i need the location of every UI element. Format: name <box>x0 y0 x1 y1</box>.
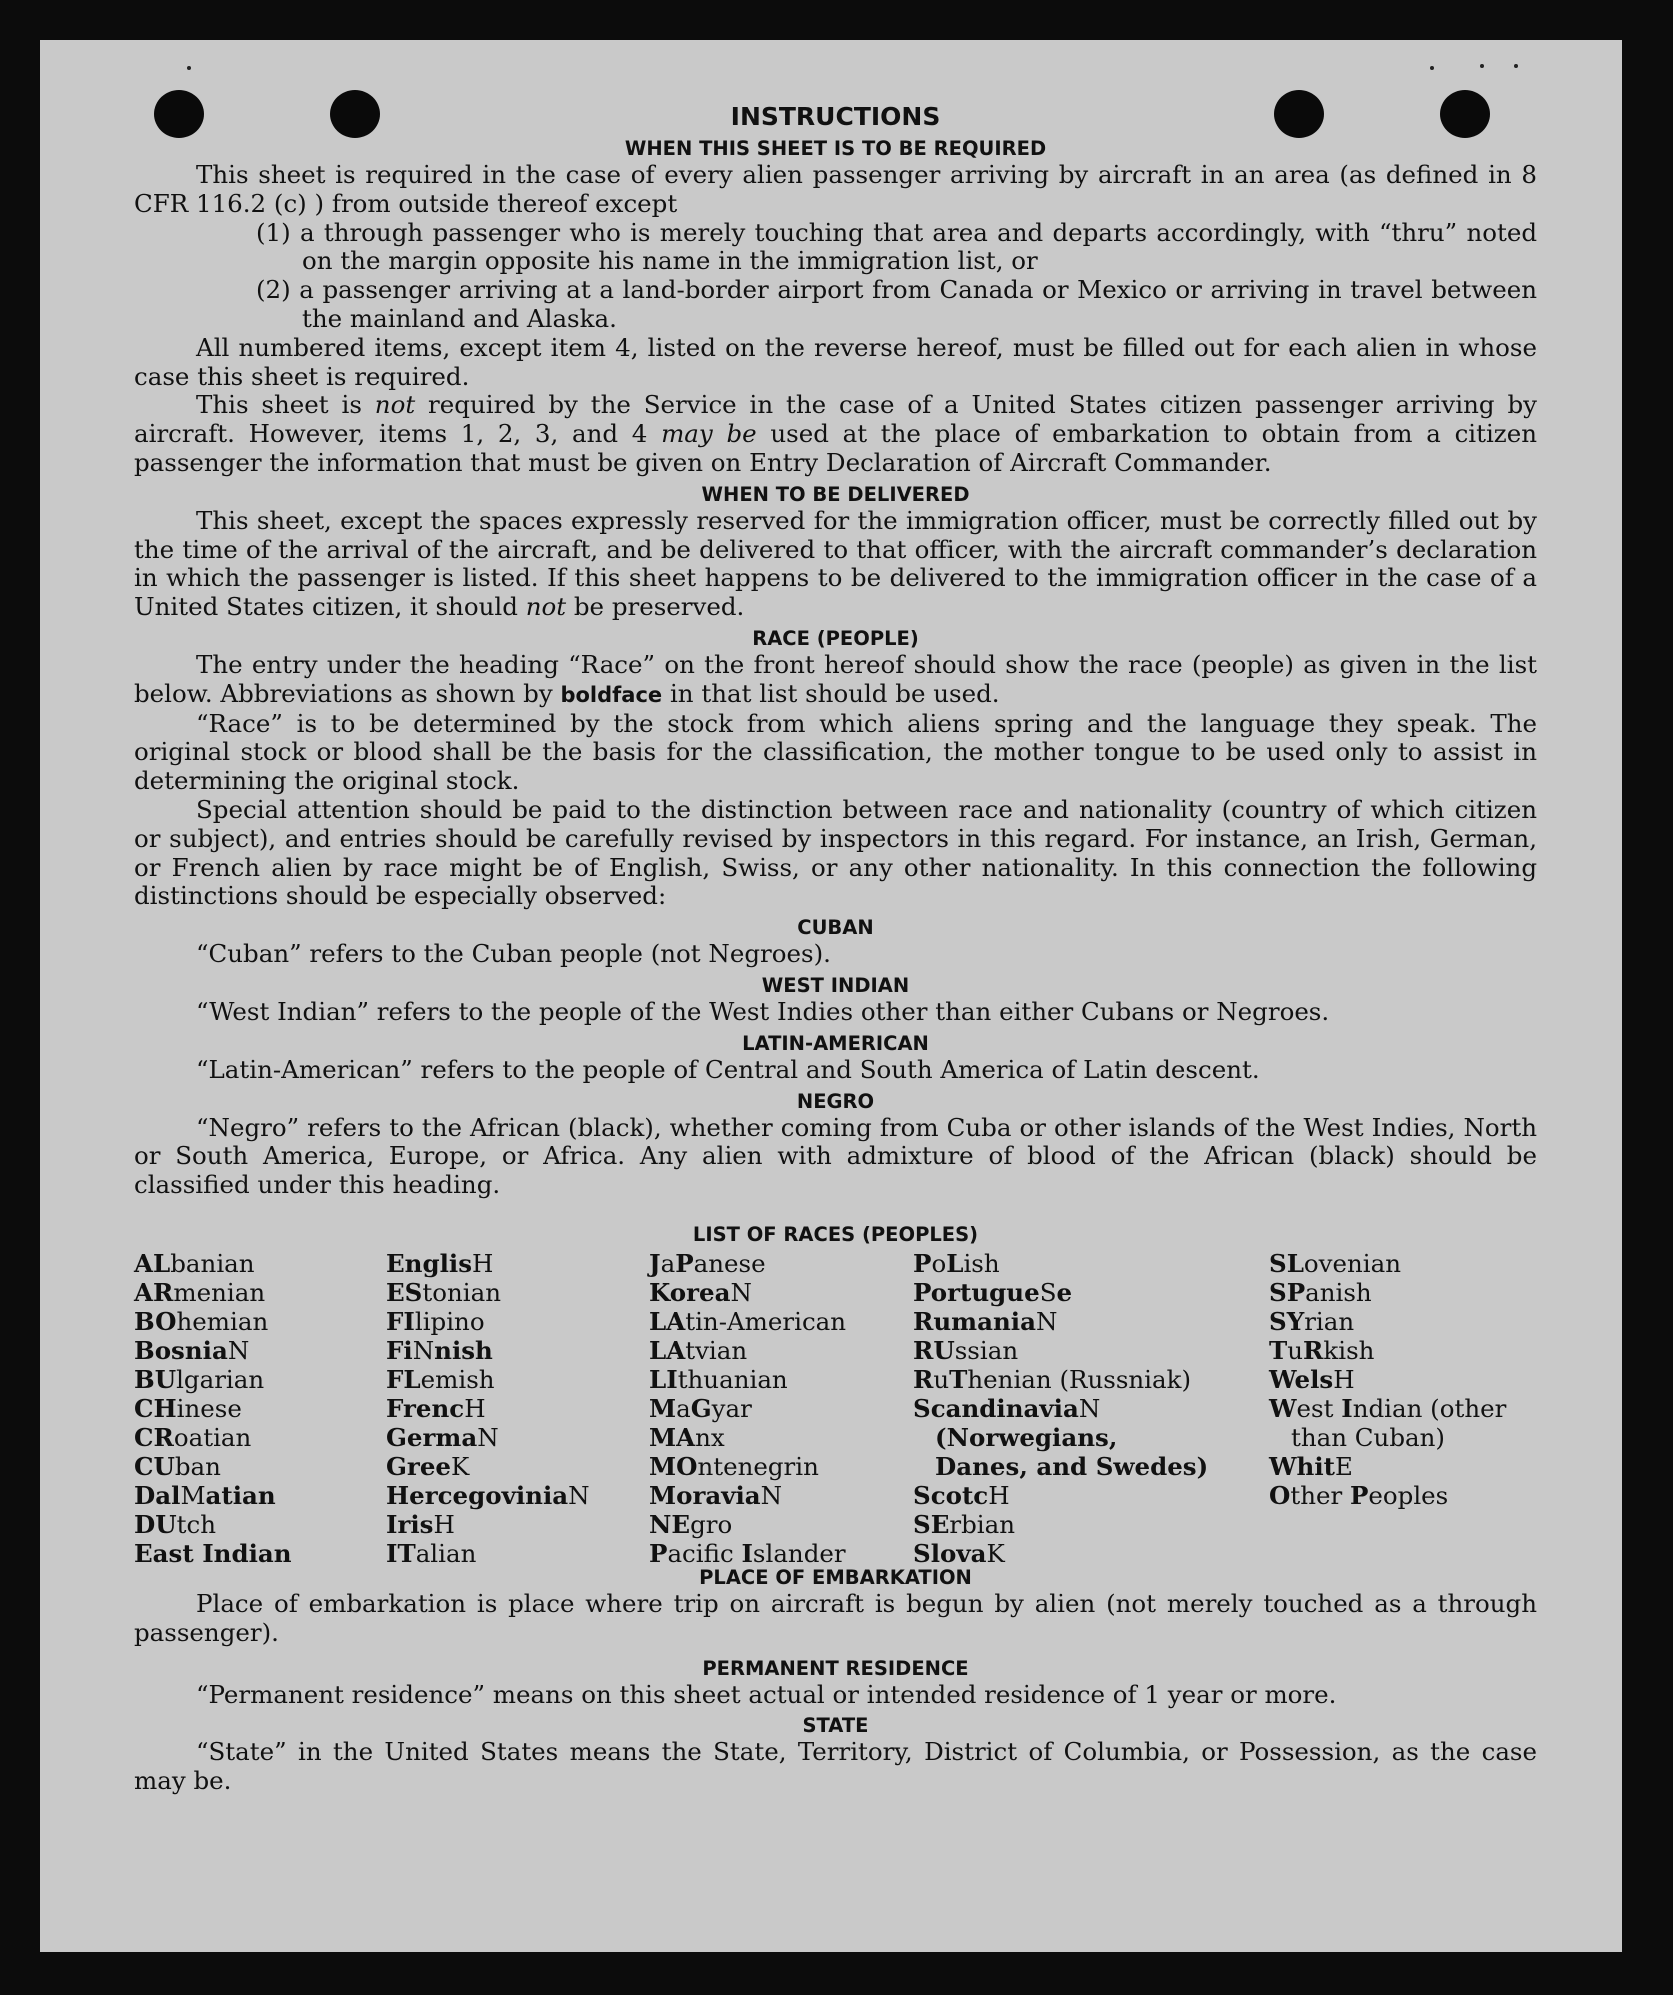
section-heading: WHEN THIS SHEET IS TO BE REQUIRED <box>624 137 1047 160</box>
italic-text: may be <box>661 419 757 449</box>
race-abbrev: RU <box>913 1335 955 1365</box>
race-text: ntenegrin <box>697 1451 819 1481</box>
race-abbrev: MA <box>649 1422 696 1452</box>
race-entry <box>913 1278 1218 1307</box>
race-text: M <box>180 1480 206 1510</box>
paragraph: “Race” is to be determined by the stock from which aliens spring and the language they speak. The original stock or blood shall be the basis for the classification, the mother tongue to be used only to assist in determining the original stock. <box>134 708 1537 796</box>
race-entry <box>649 1307 846 1336</box>
race-text: rian <box>1304 1306 1355 1336</box>
document-sheet <box>40 40 1622 1952</box>
paragraph <box>134 391 1537 477</box>
race-entry <box>386 1336 590 1365</box>
race-entry <box>134 1423 292 1452</box>
race-abbrev: FI <box>386 1306 415 1336</box>
race-entry <box>134 1539 292 1568</box>
race-abbrev: Hercegovinia <box>386 1480 569 1510</box>
race-entry <box>386 1539 590 1568</box>
race-text: a <box>676 1393 691 1423</box>
race-entry <box>649 1423 846 1452</box>
race-entry <box>649 1336 846 1365</box>
paragraph: “Negro” refers to the African (black), whether coming from Cuba or other islands of the West Indies, North or South America, Europe, or Africa. Any alien with admixture of blood of the African (black) should be classified under this heading. <box>134 1112 1537 1200</box>
race-entry <box>1269 1278 1539 1307</box>
race-abbrev: I <box>1341 1393 1353 1423</box>
race-abbrev: CU <box>134 1451 175 1481</box>
race-abbrev: East Indian <box>134 1538 292 1568</box>
race-entry <box>386 1278 590 1307</box>
race-abbrev: SE <box>913 1509 950 1539</box>
race-abbrev: I <box>741 1538 753 1568</box>
race-text: ssian <box>954 1335 1019 1365</box>
race-abbrev: Rumania <box>913 1306 1036 1336</box>
race-abbrev: CH <box>134 1393 177 1423</box>
race-abbrev: SP <box>1269 1277 1306 1307</box>
race-entry <box>386 1307 590 1336</box>
paragraph: All numbered items, except item 4, listed on the reverse hereof, must be filled out for each alien in whose case this sheet is required. <box>134 332 1537 391</box>
race-entry <box>649 1278 846 1307</box>
race-entry <box>1269 1481 1539 1510</box>
race-entry <box>134 1452 292 1481</box>
race-abbrev: LA <box>649 1306 686 1336</box>
paragraph: “Cuban” refers to the Cuban people (not Negroes). <box>196 939 831 969</box>
race-entry <box>386 1365 590 1394</box>
race-entry <box>913 1249 1218 1278</box>
race-abbrev: SL <box>1269 1248 1304 1278</box>
race-text: yar <box>711 1393 752 1423</box>
race-entry <box>134 1481 292 1510</box>
race-text: thuanian <box>677 1364 788 1394</box>
race-entry <box>649 1394 846 1423</box>
race-text: u <box>933 1364 950 1394</box>
race-abbrev: LA <box>649 1335 686 1365</box>
race-text: kish <box>1323 1335 1375 1365</box>
paragraph: Special attention should be paid to the distinction between race and nationality (country of which citizen or subject), and entries should be carefully revised by inspectors in this regard. For instance, an Irish, German, or French alien by race might be of English, Swiss, or any other nationality. In this connection the following distinctions should be especially observed: <box>134 794 1537 911</box>
race-entry <box>386 1394 590 1423</box>
race-text: oatian <box>173 1422 252 1452</box>
race-text: lgarian <box>176 1364 265 1394</box>
race-abbrev: P <box>913 1248 932 1278</box>
race-abbrev: AL <box>134 1248 171 1278</box>
race-text: N <box>477 1422 499 1452</box>
paragraph: “West Indian” refers to the people of the West Indies other than either Cubans or Negroes. <box>196 996 1330 1026</box>
race-abbrev: BO <box>134 1306 177 1336</box>
race-entry <box>649 1510 846 1539</box>
race-text: H <box>988 1480 1010 1510</box>
text-span: The entry under the heading “Race” on the front hereof should show the race (people) as given in the list below. Abbreviations as shown by <box>134 649 1537 708</box>
race-entry <box>649 1365 846 1394</box>
race-entry <box>134 1307 292 1336</box>
race-abbrev: R <box>1303 1335 1324 1365</box>
race-text: emish <box>420 1364 495 1394</box>
race-abbrev: M <box>649 1393 677 1423</box>
race-list <box>134 1248 1537 1568</box>
race-abbrev: W <box>1269 1393 1297 1423</box>
race-entry <box>913 1510 1218 1539</box>
race-text: anish <box>1305 1277 1372 1307</box>
race-text: N <box>730 1277 752 1307</box>
race-text: tch <box>176 1509 216 1539</box>
subheading-cuban: CUBAN <box>797 916 874 940</box>
race-text: S <box>1039 1277 1057 1307</box>
race-text: menian <box>173 1277 266 1307</box>
race-abbrev: BU <box>134 1364 177 1394</box>
race-entry <box>649 1452 846 1481</box>
race-text: anese <box>693 1248 766 1278</box>
race-abbrev: Fi <box>386 1335 413 1365</box>
race-abbrev: P <box>675 1248 694 1278</box>
race-text: H <box>1333 1364 1355 1394</box>
race-entry <box>134 1249 292 1278</box>
subheading-latin-american: LATIN-AMERICAN <box>742 1031 929 1055</box>
list-item: (2) a passenger arriving at a land-border airport from Canada or Mexico or arriving in travel between the mainland and Alaska. <box>256 275 1537 333</box>
race-entry <box>913 1394 1218 1481</box>
race-abbrev: Frenc <box>386 1393 465 1423</box>
race-abbrev: (Norwegians, Danes, and Swedes) <box>935 1422 1209 1481</box>
race-text: N <box>760 1480 783 1510</box>
page-title: INSTRUCTIONS <box>730 102 941 131</box>
speck <box>1514 64 1518 68</box>
race-abbrev: e <box>1056 1277 1073 1307</box>
race-text: K <box>451 1451 470 1481</box>
race-entry <box>134 1394 292 1423</box>
race-entry <box>134 1278 292 1307</box>
race-abbrev: P <box>649 1538 668 1568</box>
race-text: inese <box>176 1393 242 1423</box>
race-abbrev: FL <box>386 1364 421 1394</box>
race-text: N <box>1035 1306 1058 1336</box>
race-text: alian <box>415 1538 477 1568</box>
race-abbrev: DU <box>134 1509 177 1539</box>
race-text: ban <box>174 1451 221 1481</box>
race-abbrev: Bosnia <box>134 1335 228 1365</box>
race-abbrev: Germa <box>386 1422 478 1452</box>
race-text: u <box>1287 1335 1304 1365</box>
race-entry <box>913 1307 1218 1336</box>
race-abbrev: T <box>949 1364 968 1394</box>
race-abbrev: Englis <box>386 1248 473 1278</box>
race-abbrev: ES <box>386 1277 423 1307</box>
race-column <box>1269 1249 1539 1510</box>
paragraph: “State” in the United States means the State, Territory, District of Columbia, or Possession, as the case may be. <box>134 1737 1537 1796</box>
text-span: This sheet is <box>196 390 375 420</box>
race-entry <box>386 1452 590 1481</box>
race-abbrev: atian <box>205 1480 276 1510</box>
race-entry <box>649 1481 846 1510</box>
race-text: N <box>568 1480 590 1510</box>
race-entry <box>913 1336 1218 1365</box>
race-abbrev: Scandinavia <box>913 1393 1079 1423</box>
race-entry <box>1269 1365 1539 1394</box>
section-heading: RACE (PEOPLE) <box>752 626 919 650</box>
text-span: This sheet, except the spaces expressly reserved for the immigration officer, must be correctly filled out by the time of the arrival of the aircraft, and be delivered to that officer, with the aircraft commander’s declaration in which the passenger is listed. If this sheet happens to be delivered to the immigration officer in the case of a United States citizen, it should <box>134 505 1537 622</box>
race-abbrev: NE <box>649 1509 691 1539</box>
race-entry <box>1269 1336 1539 1365</box>
section-heading: WHEN TO BE DELIVERED <box>701 482 970 506</box>
race-entry <box>1269 1394 1539 1452</box>
race-entry <box>134 1365 292 1394</box>
section-heading: PERMANENT RESIDENCE <box>702 1656 969 1680</box>
race-entry <box>649 1249 846 1278</box>
race-text: eoples <box>1368 1480 1449 1510</box>
speck <box>1430 66 1434 70</box>
race-entry <box>913 1365 1218 1394</box>
race-entry <box>386 1481 590 1510</box>
race-abbrev: G <box>690 1393 712 1423</box>
race-column <box>649 1249 846 1568</box>
race-abbrev: LI <box>649 1364 678 1394</box>
race-text: a <box>660 1248 676 1278</box>
race-abbrev: L <box>946 1248 964 1278</box>
race-text: rbian <box>949 1509 1015 1539</box>
race-text: H <box>464 1393 486 1423</box>
race-abbrev: Korea <box>649 1277 731 1307</box>
race-abbrev: Slova <box>913 1538 987 1568</box>
race-entry <box>386 1249 590 1278</box>
race-entry <box>134 1336 292 1365</box>
race-text: tvian <box>685 1335 748 1365</box>
race-text: ther <box>1290 1480 1350 1510</box>
race-text: N <box>1078 1393 1101 1423</box>
race-abbrev: T <box>1269 1335 1288 1365</box>
race-column <box>134 1249 292 1568</box>
race-text: E <box>1334 1451 1353 1481</box>
race-text: slander <box>752 1538 846 1568</box>
race-abbrev: Moravia <box>649 1480 761 1510</box>
race-text: ish <box>963 1248 1000 1278</box>
race-text: K <box>986 1538 1005 1568</box>
paragraph: Place of embarkation is place where trip on aircraft is begun by alien (not merely touched as a through passenger). <box>134 1588 1537 1647</box>
race-entry <box>386 1510 590 1539</box>
race-text: nx <box>695 1422 725 1452</box>
subheading-negro: NEGRO <box>796 1089 875 1113</box>
race-entry <box>1269 1307 1539 1336</box>
paragraph: “Permanent residence” means on this sheet actual or intended residence of 1 year or more. <box>196 1679 1337 1709</box>
race-entry <box>1269 1452 1539 1481</box>
race-text: est <box>1296 1393 1342 1423</box>
race-abbrev: Portugue <box>913 1277 1040 1307</box>
text-span: be preserved. <box>566 592 745 622</box>
race-entry <box>1269 1249 1539 1278</box>
paragraph: This sheet is required in the case of every alien passenger arriving by aircraft in an area (as defined in 8 CFR 116.2 (c) ) from outside thereof except <box>134 160 1537 218</box>
section-heading: LIST OF RACES (PEOPLES) <box>692 1222 979 1246</box>
text-span: required by the Service in the case of a United States citizen passenger arriving by aircraft. However, items 1, 2, 3, and 4 <box>134 390 1537 449</box>
list-item: (1) a through passenger who is merely touching that area and departs accordingly, with “thru” noted on the margin opposite his name in the immigration list, or <box>256 217 1537 276</box>
race-entry <box>386 1423 590 1452</box>
race-abbrev: Wels <box>1269 1364 1334 1394</box>
race-abbrev: Whit <box>1269 1451 1335 1481</box>
race-text: acific <box>667 1538 742 1568</box>
race-text: H <box>472 1248 494 1278</box>
race-abbrev: IT <box>386 1538 416 1568</box>
race-text: N <box>412 1335 435 1365</box>
race-entry <box>913 1539 1218 1568</box>
race-abbrev: nish <box>434 1335 493 1365</box>
race-abbrev: MO <box>649 1451 698 1481</box>
race-abbrev: SY <box>1269 1306 1305 1336</box>
race-abbrev: Gree <box>386 1451 452 1481</box>
paragraph <box>134 507 1537 622</box>
race-abbrev: O <box>1269 1480 1291 1510</box>
paragraph <box>134 651 1537 710</box>
race-text: ovenian <box>1303 1248 1402 1278</box>
subheading-west-indian: WEST INDIAN <box>761 973 910 997</box>
paragraph: “Latin-American” refers to the people of Central and South America of Latin descent. <box>196 1054 1260 1084</box>
race-column <box>913 1249 1218 1568</box>
section-heading: STATE <box>802 1714 869 1738</box>
race-text: tin-American <box>685 1306 847 1336</box>
italic-text: not <box>374 390 416 420</box>
race-text: tonian <box>422 1277 501 1307</box>
race-text: henian (Russniak) <box>967 1364 1192 1394</box>
race-text: H <box>433 1509 455 1539</box>
section-heading: PLACE OF EMBARKATION <box>699 1565 972 1589</box>
instructions-content <box>134 100 1537 1796</box>
race-abbrev: Dal <box>134 1480 181 1510</box>
race-abbrev: R <box>913 1364 934 1394</box>
race-text: ndian (other than Cuban) <box>1291 1393 1507 1452</box>
speck <box>187 66 191 70</box>
race-entry <box>649 1539 846 1568</box>
race-column <box>386 1249 590 1568</box>
race-abbrev: Iris <box>386 1509 434 1539</box>
race-text: N <box>227 1335 250 1365</box>
race-abbrev: AR <box>134 1277 174 1307</box>
race-text: gro <box>690 1509 733 1539</box>
race-text: o <box>931 1248 947 1278</box>
speck <box>1480 64 1484 68</box>
race-abbrev: Scotc <box>913 1480 989 1510</box>
race-text: lipino <box>414 1306 485 1336</box>
race-text: hemian <box>176 1306 269 1336</box>
race-abbrev: CR <box>134 1422 174 1452</box>
race-abbrev: J <box>649 1248 661 1278</box>
italic-text: not <box>525 592 567 622</box>
text-span: in that list should be used. <box>662 678 1000 708</box>
race-text: banian <box>170 1248 255 1278</box>
text-span: used at the place of embarkation to obtain from a citizen passenger the information that must be given on Entry Declaration of Aircraft Commander. <box>134 419 1537 477</box>
race-entry <box>134 1510 292 1539</box>
boldface-word: boldface <box>560 682 663 707</box>
race-abbrev: P <box>1349 1480 1369 1510</box>
race-entry <box>913 1481 1218 1510</box>
